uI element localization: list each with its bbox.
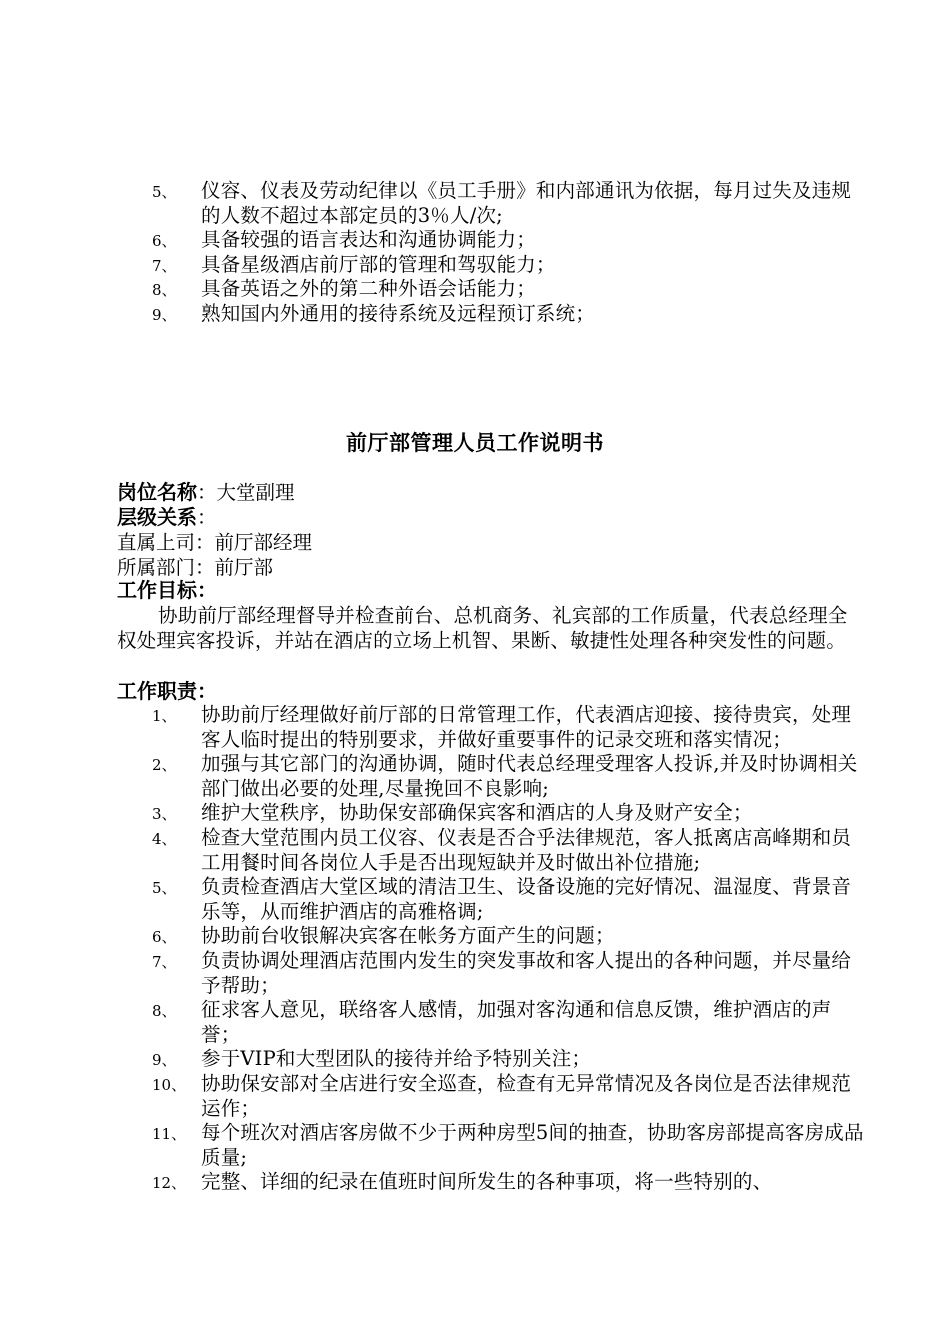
duty-list (0, 703, 950, 1195)
list-item (0, 302, 950, 327)
list-text: 协助前厅经理做好前厅部的日常管理工作，代表酒店迎接、接待贵宾，处理客人临时提出的特别要求，并做好重要事件的记录交班和落实情况； (201, 703, 852, 751)
list-text: 熟知国内外通用的接待系统及远程预订系统； (201, 301, 596, 325)
list-text: 负责协调处理酒店范围内发生的突发事故和客人提出的各种问题，并尽量给予帮助； (201, 948, 852, 997)
list-number: 7、 (152, 952, 177, 971)
list-text: 协助前台收银解决宾客在帐务方面产生的问题； (201, 924, 615, 948)
level-colon: ： (197, 506, 217, 529)
list-item (0, 875, 950, 924)
level-label: 层级关系 (117, 505, 197, 529)
list-number: 9、 (152, 305, 177, 324)
list-item (0, 1121, 950, 1170)
list-number: 11、 (152, 1125, 187, 1144)
list-item (0, 949, 950, 998)
document-title: 前厅部管理人员工作说明书 (346, 430, 604, 455)
position-line (117, 480, 295, 505)
list-item (0, 703, 950, 752)
list-item (0, 179, 950, 228)
goal-paragraph: 协助前厅部经理督导并检查前台、总机商务、礼宾部的工作质量，代表总经理全权处理宾客投诉，并站在酒店的立场上机智、果断、敏捷性处理各种突发性的问题。 (117, 604, 848, 652)
goal-label: 工作目标： (117, 578, 217, 602)
list-text: 征求客人意见，联络客人感情，加强对客沟通和信息反馈，维护酒店的声誉； (201, 998, 832, 1046)
list-number: 6、 (152, 232, 177, 251)
list-number: 12、 (152, 1174, 187, 1193)
list-number: 5、 (152, 879, 177, 898)
department-line: 所属部门：前厅部 (117, 556, 274, 579)
position-value: ：大堂副理 (197, 481, 295, 504)
list-number: 8、 (152, 281, 177, 300)
goal-heading (117, 578, 217, 603)
list-text: 每个班次对酒店客房做不少于两种房型5间的抽查，协助客房部提高客房成品质量; (201, 1121, 864, 1169)
duty-label: 工作职责： (117, 679, 217, 703)
list-text: 加强与其它部门的沟通协调，随时代表总经理受理客人投诉,并及时协调相关部门做出必要的处理,尽量挽回不良影响; (201, 752, 858, 800)
list-number: 10、 (152, 1075, 187, 1094)
list-number: 2、 (152, 756, 177, 775)
list-item (0, 1170, 950, 1195)
list-item (0, 801, 950, 826)
list-number: 7、 (152, 256, 177, 275)
list-text: 具备较强的语言表达和沟通协调能力； (201, 228, 536, 252)
list-number: 4、 (152, 829, 177, 848)
duty-heading (117, 679, 217, 704)
list-item (0, 253, 950, 278)
list-text: 具备星级酒店前厅部的管理和驾驭能力； (201, 252, 556, 276)
list-item (0, 752, 950, 801)
list-item (0, 228, 950, 253)
list-text: 仪容、仪表及劳动纪律以《员工手册》和内部通讯为依据，每月过失及违规的人数不超过本部定员的3％人/次; (201, 179, 852, 227)
superior-line: 直属上司：前厅部经理 (117, 531, 313, 554)
list-number: 8、 (152, 1002, 177, 1021)
list-item (0, 998, 950, 1047)
list-number: 6、 (152, 928, 177, 947)
list-text: 维护大堂秩序，协助保安部确保宾客和酒店的人身及财产安全； (201, 801, 753, 825)
list-number: 3、 (152, 805, 177, 824)
list-number: 1、 (152, 707, 177, 725)
level-line (117, 505, 217, 530)
list-text: 具备英语之外的第二种外语会话能力； (201, 277, 536, 301)
list-number: 5、 (152, 183, 177, 201)
list-text: 检查大堂范围内员工仪容、仪表是否合乎法律规范，客人抵离店高峰期和员工用餐时间各岗位人手是否出现短缺并及时做出补位措施; (201, 825, 852, 874)
list-text: 协助保安部对全店进行安全巡查，检查有无异常情况及各岗位是否法律规范运作； (201, 1071, 852, 1120)
list-item (0, 1047, 950, 1072)
top-requirement-list (0, 179, 950, 327)
list-text: 参于VIP和大型团队的接待并给予特别关注； (201, 1047, 592, 1071)
list-item (0, 924, 950, 949)
position-label: 岗位名称 (117, 480, 197, 504)
list-item (0, 277, 950, 302)
list-text: 完整、详细的纪录在值班时间所发生的各种事项，将一些特别的、 (201, 1170, 773, 1194)
list-text: 负责检查酒店大堂区域的清洁卫生、设备设施的完好情况、温湿度、背景音乐等，从而维护酒店的高雅格调; (201, 875, 852, 923)
list-number: 9、 (152, 1051, 177, 1070)
list-item (0, 826, 950, 875)
list-item (0, 1072, 950, 1121)
